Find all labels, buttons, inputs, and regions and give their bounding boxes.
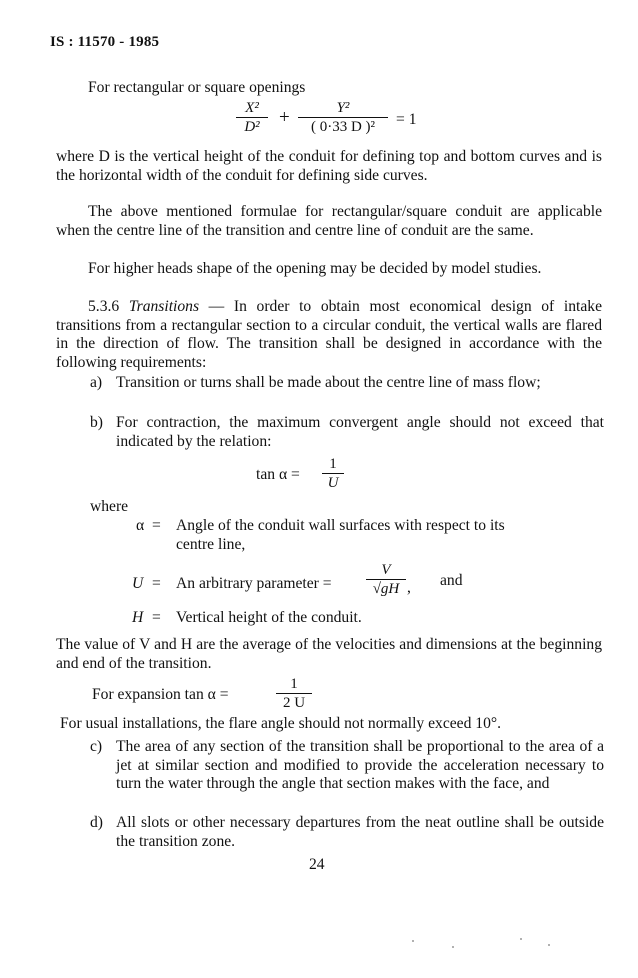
expansion-den: 2 U [282, 695, 306, 711]
item-b-text: For contraction, the maximum convergent angle should not exceed that indicated by the relation: [116, 414, 604, 450]
where-label: where [90, 498, 129, 515]
def-u-text: An arbitrary parameter = [176, 575, 332, 592]
formula1-den2: ( 0·33 D )² [310, 119, 376, 135]
def-u-num: V [381, 562, 391, 578]
list-item-c [92, 738, 604, 794]
formula1-den1: D² [244, 119, 260, 135]
def-h-text: Vertical height of the conduit. [176, 609, 362, 626]
def-alpha-text-line2: centre line, [176, 536, 246, 553]
def-u-sym [132, 574, 143, 593]
rect-intro: For rectangular or square openings [88, 79, 306, 96]
section-dash: — [208, 298, 225, 315]
formula1-equals: = 1 [396, 111, 417, 128]
section-title: Transitions [128, 298, 200, 315]
def-alpha-eq: = [152, 517, 161, 534]
def-u-frac [366, 562, 406, 597]
formula1-frac-y [298, 100, 388, 135]
def-alpha-text-line1: Angle of the conduit wall surfaces with respect to its [176, 517, 505, 534]
formula2-lhs: tan α = [256, 466, 300, 483]
formula2-frac [322, 456, 344, 491]
def-u-tail: , [407, 579, 411, 596]
scan-speck [452, 946, 454, 948]
def-h-sym [132, 608, 143, 627]
item-d-text: All slots or other necessary departures from the neat outline shall be outside the transition zone. [116, 814, 604, 850]
list-item-a [92, 374, 604, 393]
item-a-label: a) [90, 374, 103, 391]
para-heads: For higher heads shape of the opening may be decided by model studies. [88, 260, 542, 277]
item-b-label: b) [90, 414, 103, 431]
standard-header: IS : 11570 - 1985 [50, 34, 160, 50]
formula1-num1: X² [245, 100, 259, 116]
scan-speck [412, 940, 414, 942]
scan-speck [520, 938, 522, 940]
formula1-plus: + [279, 107, 290, 128]
formula1-num2: Y² [336, 100, 350, 116]
section-5-3-6 [56, 298, 602, 372]
formula2-den: U [327, 475, 339, 491]
def-u-eq: = [152, 575, 161, 592]
expansion-frac [276, 676, 312, 711]
def-alpha-text [176, 516, 604, 554]
item-c-text: The area of any section of the transition shall be proportional to the area of a jet at similar section and modified to provide the acceleration necessary to turn the water through the angle that section makes with the face, and [116, 738, 604, 792]
formula2-num: 1 [329, 456, 337, 472]
item-c-label: c) [90, 738, 103, 755]
def-u-sym-text: U [132, 575, 144, 592]
formula1-frac-x [236, 100, 268, 135]
item-a-text: Transition or turns shall be made about the centre line of mass flow; [116, 374, 541, 391]
section-number: 5.3.6 [88, 298, 120, 315]
def-h-eq: = [152, 609, 161, 626]
para-where-d: where D is the vertical height of the conduit for defining top and bottom curves and is the horizontal width of the conduit for defining side curves. [56, 148, 602, 184]
page-number: 24 [309, 856, 325, 873]
para-values: The value of V and H are the average of the velocities and dimensions at the beginning and end of the transition. [56, 636, 602, 672]
def-alpha-sym: α [136, 517, 145, 534]
def-u-den: √gH [372, 581, 400, 597]
list-item-b [92, 414, 604, 451]
section-text: In order to obtain most economical design of intake transitions from a rectangular section to a circular conduit, the vertical walls are flared in the direction of flow. The transition shall be designed in accordance with the following requirements: [56, 298, 602, 371]
para-formulae: The above mentioned formulae for rectangular/square conduit are applicable when the centre line of the transition and centre line of conduit are the same. [56, 203, 602, 239]
list-item-d [92, 814, 604, 851]
item-d-label: d) [90, 814, 103, 831]
scan-speck [548, 944, 550, 946]
expansion-num: 1 [290, 676, 298, 692]
def-h-sym-text: H [132, 609, 144, 626]
expansion-lhs: For expansion tan α = [92, 686, 229, 703]
para-flare: For usual installations, the flare angle should not normally exceed 10°. [60, 715, 502, 732]
def-u-and: and [440, 572, 463, 589]
